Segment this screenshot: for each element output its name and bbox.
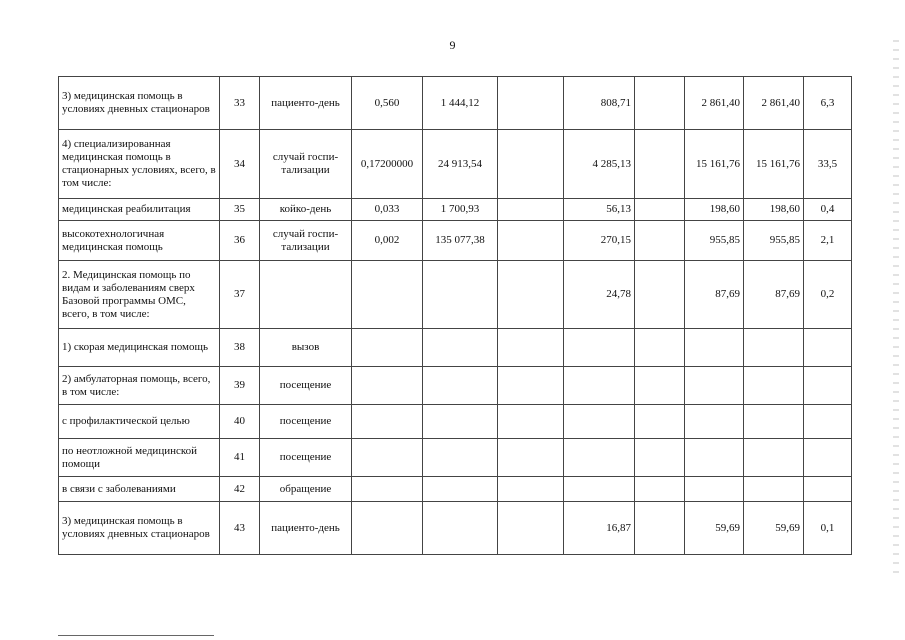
cell-oms-total (685, 405, 744, 439)
cell-budget-total (635, 367, 685, 405)
cell-budget-per-capita (498, 329, 564, 367)
footnote-separator (58, 635, 214, 636)
row-number: 39 (220, 367, 260, 405)
scan-margin-marks (893, 40, 899, 580)
table-row (59, 329, 852, 367)
cell-budget-total (635, 130, 685, 199)
cell-oms-per-capita: 4 285,13 (564, 130, 635, 199)
row-name: медицинская реабилитация (59, 199, 220, 221)
cell-total (744, 405, 804, 439)
cell-budget-total (635, 439, 685, 477)
cell-norm-volume: 0,560 (352, 77, 423, 130)
cell-oms-total (685, 439, 744, 477)
row-number: 40 (220, 405, 260, 439)
row-unit: посещение (260, 439, 352, 477)
cell-total (744, 477, 804, 502)
cell-percent: 6,3 (804, 77, 852, 130)
cell-budget-per-capita (498, 77, 564, 130)
cell-oms-per-capita (564, 477, 635, 502)
row-number: 36 (220, 221, 260, 261)
row-unit: койко-день (260, 199, 352, 221)
table-row (59, 261, 852, 329)
cell-budget-per-capita (498, 261, 564, 329)
cell-norm-cost (423, 261, 498, 329)
table-row (59, 405, 852, 439)
cell-budget-total (635, 405, 685, 439)
cell-total (744, 439, 804, 477)
cell-budget-per-capita (498, 221, 564, 261)
row-name: по неотложной медицинской помощи (59, 439, 220, 477)
cell-percent (804, 329, 852, 367)
cell-norm-cost: 135 077,38 (423, 221, 498, 261)
cell-budget-total (635, 199, 685, 221)
cell-norm-cost: 1 700,93 (423, 199, 498, 221)
cell-total: 198,60 (744, 199, 804, 221)
row-name: 3) медицинская помощь в условиях дневных стационаров (59, 502, 220, 555)
cell-oms-per-capita (564, 329, 635, 367)
row-unit: пациенто-день (260, 77, 352, 130)
cell-norm-volume: 0,002 (352, 221, 423, 261)
cell-norm-cost: 1 444,12 (423, 77, 498, 130)
cell-percent: 0,4 (804, 199, 852, 221)
row-number: 37 (220, 261, 260, 329)
cell-budget-per-capita (498, 439, 564, 477)
table-row (59, 221, 852, 261)
cell-oms-total: 59,69 (685, 502, 744, 555)
cell-percent (804, 439, 852, 477)
cell-budget-per-capita (498, 405, 564, 439)
cell-percent (804, 477, 852, 502)
cell-percent (804, 367, 852, 405)
cell-oms-total (685, 477, 744, 502)
row-unit (260, 261, 352, 329)
row-name: 1) скорая медицинская помощь (59, 329, 220, 367)
cell-percent: 33,5 (804, 130, 852, 199)
cell-budget-per-capita (498, 199, 564, 221)
row-number: 33 (220, 77, 260, 130)
cell-percent: 0,2 (804, 261, 852, 329)
row-name: 3) медицинская помощь в условиях дневных стационаров (59, 77, 220, 130)
cell-norm-cost (423, 405, 498, 439)
cell-oms-total: 2 861,40 (685, 77, 744, 130)
row-unit: посещение (260, 405, 352, 439)
cell-budget-total (635, 502, 685, 555)
cell-budget-total (635, 221, 685, 261)
cell-budget-per-capita (498, 130, 564, 199)
table-row (59, 77, 852, 130)
row-name: с профилактической целью (59, 405, 220, 439)
cell-oms-per-capita: 270,15 (564, 221, 635, 261)
table-row (59, 199, 852, 221)
cell-oms-total: 87,69 (685, 261, 744, 329)
row-name: высокотехнологичная медицинская помощь (59, 221, 220, 261)
cell-norm-cost (423, 367, 498, 405)
cell-budget-total (635, 477, 685, 502)
cell-norm-cost (423, 502, 498, 555)
row-number: 42 (220, 477, 260, 502)
row-name: в связи с заболеваниями (59, 477, 220, 502)
row-unit: случай госпи-тализации (260, 130, 352, 199)
row-name: 4) специализированная медицинская помощь в стационарных условиях, всего, в том числе: (59, 130, 220, 199)
cell-budget-per-capita (498, 477, 564, 502)
cell-total: 59,69 (744, 502, 804, 555)
row-name: 2) амбулаторная помощь, всего, в том числе: (59, 367, 220, 405)
cell-budget-total (635, 261, 685, 329)
cell-norm-cost (423, 329, 498, 367)
row-number: 41 (220, 439, 260, 477)
cell-norm-cost (423, 477, 498, 502)
cell-percent: 0,1 (804, 502, 852, 555)
cell-budget-total (635, 77, 685, 130)
cell-oms-per-capita: 56,13 (564, 199, 635, 221)
row-unit: пациенто-день (260, 502, 352, 555)
table-row (59, 130, 852, 199)
row-number: 43 (220, 502, 260, 555)
cell-total (744, 329, 804, 367)
cell-norm-volume: 0,033 (352, 199, 423, 221)
cell-total (744, 367, 804, 405)
row-number: 34 (220, 130, 260, 199)
row-number: 38 (220, 329, 260, 367)
table-row (59, 477, 852, 502)
cell-total: 15 161,76 (744, 130, 804, 199)
cell-oms-per-capita: 808,71 (564, 77, 635, 130)
cell-norm-volume (352, 367, 423, 405)
cell-norm-cost (423, 439, 498, 477)
table-row (59, 439, 852, 477)
cell-total: 87,69 (744, 261, 804, 329)
cell-oms-per-capita (564, 405, 635, 439)
cell-oms-total: 198,60 (685, 199, 744, 221)
row-unit: посещение (260, 367, 352, 405)
row-number: 35 (220, 199, 260, 221)
cell-norm-volume (352, 405, 423, 439)
row-name: 2. Медицинская помощь по видам и заболеваниям сверх Базовой программы ОМС, всего, в том числе: (59, 261, 220, 329)
cell-budget-per-capita (498, 367, 564, 405)
cell-norm-cost: 24 913,54 (423, 130, 498, 199)
cell-percent (804, 405, 852, 439)
table-row (59, 367, 852, 405)
cell-total: 955,85 (744, 221, 804, 261)
cell-percent: 2,1 (804, 221, 852, 261)
cell-oms-total: 15 161,76 (685, 130, 744, 199)
cell-oms-per-capita: 16,87 (564, 502, 635, 555)
cell-oms-total (685, 329, 744, 367)
cell-budget-total (635, 329, 685, 367)
cell-norm-volume (352, 261, 423, 329)
cell-oms-total: 955,85 (685, 221, 744, 261)
cell-oms-per-capita (564, 367, 635, 405)
cell-norm-volume (352, 502, 423, 555)
cell-norm-volume: 0,17200000 (352, 130, 423, 199)
cell-oms-per-capita (564, 439, 635, 477)
cell-budget-per-capita (498, 502, 564, 555)
page-number: 9 (449, 38, 456, 52)
cell-total: 2 861,40 (744, 77, 804, 130)
cell-norm-volume (352, 477, 423, 502)
financing-table (58, 76, 852, 555)
cell-norm-volume (352, 439, 423, 477)
row-unit: обращение (260, 477, 352, 502)
table-row (59, 502, 852, 555)
cell-norm-volume (352, 329, 423, 367)
row-unit: вызов (260, 329, 352, 367)
cell-oms-total (685, 367, 744, 405)
row-unit: случай госпи-тализации (260, 221, 352, 261)
cell-oms-per-capita: 24,78 (564, 261, 635, 329)
